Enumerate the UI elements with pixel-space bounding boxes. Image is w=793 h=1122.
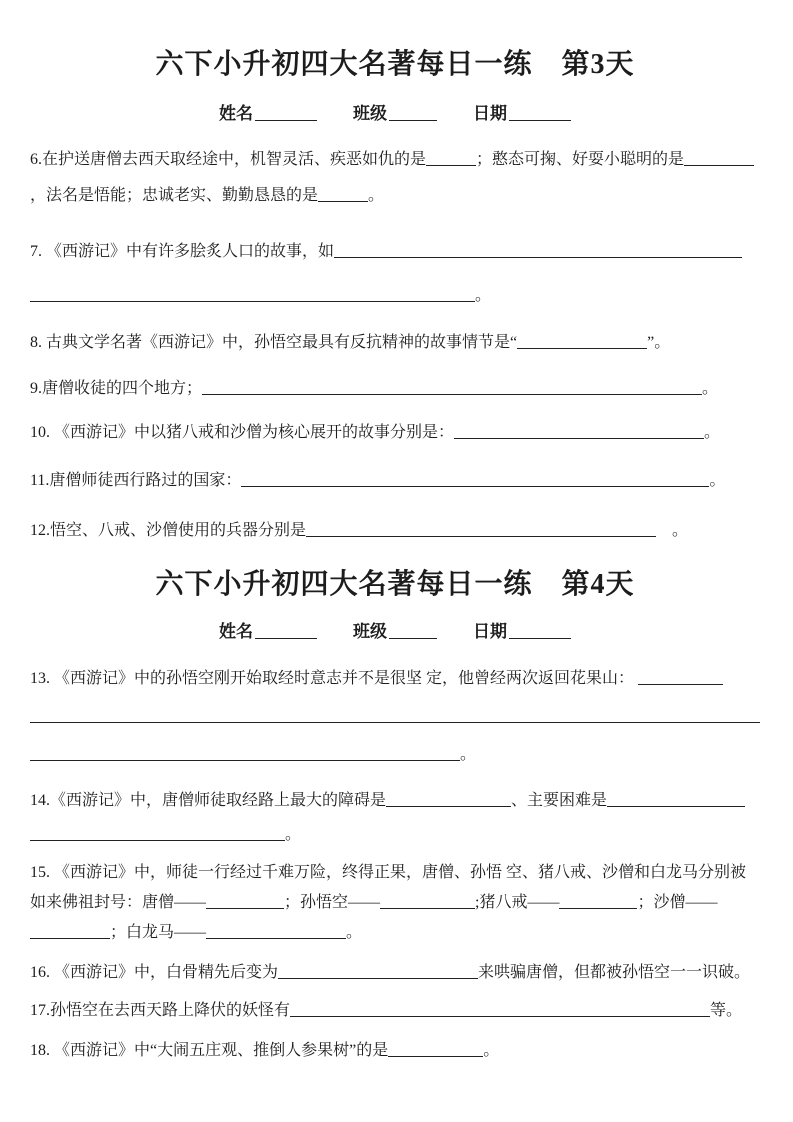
- answer-blank: [607, 794, 745, 807]
- question-text: 。: [475, 287, 492, 304]
- question-text: 15. 《西游记》中，师徒一行经过千难万险，终得正果，唐僧、孙悟 空、猪八戒、沙僧和白龙马分别被如来佛祖封号：唐僧——: [30, 864, 747, 911]
- field-name: [219, 99, 317, 124]
- question-text: 等。: [710, 1002, 743, 1019]
- question-text: 9.唐僧收徒的四个地方；: [30, 380, 203, 397]
- field-blank-date: [509, 108, 571, 121]
- question-text: ；沙僧——: [637, 894, 718, 911]
- question-15: [30, 858, 760, 948]
- answer-blank: [380, 896, 475, 909]
- question-text: 、主要困难是: [511, 792, 608, 809]
- answer-blank: [638, 672, 723, 685]
- answer-blank: [334, 245, 742, 258]
- field-class: [353, 617, 437, 642]
- question-text: 14.《西游记》中，唐僧师徒取经路上最大的障碍是: [30, 792, 387, 809]
- question-text: 12.悟空、八戒、沙僧使用的兵器分别是: [30, 522, 307, 539]
- field-date: [473, 99, 571, 124]
- question-text: 。: [483, 1042, 500, 1059]
- question-text: 11.唐僧师徒西行路过的国家：: [30, 472, 242, 489]
- section-day3: [30, 46, 760, 546]
- question-text: ；白龙马——: [110, 924, 207, 941]
- answer-blank: [517, 336, 647, 349]
- header-fields-day4: [30, 618, 760, 642]
- question-text: 。: [285, 826, 302, 843]
- field-label-class: 班级: [353, 622, 387, 641]
- question-8: [30, 328, 760, 358]
- question-text: 13. 《西游记》中的孙悟空刚开始取经时意志并不是很坚 定，他曾经两次返回花果山：: [30, 670, 639, 687]
- question-13: [30, 660, 760, 774]
- answer-blank: [684, 153, 754, 166]
- question-text: 。: [368, 187, 385, 204]
- question-text: ;猪八戒——: [475, 894, 560, 911]
- question-14: [30, 784, 760, 852]
- answer-blank: [386, 794, 511, 807]
- field-class: [353, 99, 437, 124]
- section-day4-title: 六下小升初四大名著每日一练 第4天: [155, 569, 635, 600]
- field-label-name: 姓名: [219, 104, 253, 123]
- question-text: ；孙悟空——: [284, 894, 381, 911]
- section-day3-title: 六下小升初四大名著每日一练 第3天: [155, 49, 635, 80]
- answer-blank: [30, 926, 110, 939]
- question-text: 10. 《西游记》中以猪八戒和沙僧为核心展开的故事分别是：: [30, 424, 455, 441]
- question-text: ；憨态可掬、好耍小聪明的是: [476, 151, 685, 168]
- field-blank-class: [389, 626, 437, 639]
- question-text: 。: [656, 522, 689, 539]
- field-date: [473, 617, 571, 642]
- field-label-date: 日期: [473, 622, 507, 641]
- question-text: ”。: [647, 334, 671, 351]
- field-label-name: 姓名: [219, 622, 253, 641]
- answer-blank: [241, 474, 709, 487]
- field-label-date: 日期: [473, 104, 507, 123]
- section-day4: [30, 566, 760, 1066]
- questions-day3: [30, 142, 760, 546]
- answer-blank: [30, 828, 285, 841]
- question-text: 。: [346, 924, 363, 941]
- header-fields-day3: [30, 100, 760, 124]
- question-text: 18. 《西游记》中“大闹五庄观、推倒人参果树”的是: [30, 1042, 389, 1059]
- question-text: 。: [709, 472, 726, 489]
- question-text: 。: [704, 424, 721, 441]
- field-label-class: 班级: [353, 104, 387, 123]
- questions-day4: [30, 660, 760, 1066]
- question-text: 16. 《西游记》中，白骨精先后变为: [30, 964, 279, 981]
- question-10: [30, 418, 760, 448]
- question-16: [30, 958, 760, 988]
- answer-blank: [306, 524, 656, 537]
- answer-blank: [30, 710, 760, 723]
- question-text: 7. 《西游记》中有许多脍炙人口的故事，如: [30, 243, 335, 260]
- question-text: 。: [460, 746, 477, 763]
- answer-blank: [318, 189, 368, 202]
- field-blank-name: [255, 108, 317, 121]
- answer-blank: [388, 1044, 483, 1057]
- question-7: [30, 230, 760, 318]
- answer-blank: [30, 748, 460, 761]
- question-text: 6.在护送唐僧去西天取经途中，机智灵活、疾恶如仇的是: [30, 151, 427, 168]
- question-17: [30, 996, 760, 1026]
- question-11: [30, 466, 760, 496]
- question-text: 。: [702, 380, 719, 397]
- question-12: [30, 516, 760, 546]
- question-18: [30, 1036, 760, 1066]
- field-name: [219, 617, 317, 642]
- answer-blank: [454, 426, 704, 439]
- question-text: 8. 古典文学名著《西游记》中，孙悟空最具有反抗精神的故事情节是“: [30, 334, 518, 351]
- field-blank-class: [389, 108, 437, 121]
- answer-blank: [559, 896, 637, 909]
- answer-blank: [202, 382, 702, 395]
- answer-blank: [426, 153, 476, 166]
- question-text: ，法名是悟能；忠诚老实、勤勤恳恳的是: [30, 187, 319, 204]
- question-9: [30, 374, 760, 404]
- question-text: 来哄骗唐僧，但都被孙悟空一一识破。: [478, 964, 751, 981]
- answer-blank: [278, 966, 478, 979]
- question-6: [30, 142, 760, 214]
- answer-blank: [206, 926, 346, 939]
- field-blank-name: [255, 626, 317, 639]
- answer-blank: [290, 1004, 710, 1017]
- field-blank-date: [509, 626, 571, 639]
- answer-blank: [30, 289, 475, 302]
- question-text: 17.孙悟空在去西天路上降伏的妖怪有: [30, 1002, 291, 1019]
- answer-blank: [206, 896, 284, 909]
